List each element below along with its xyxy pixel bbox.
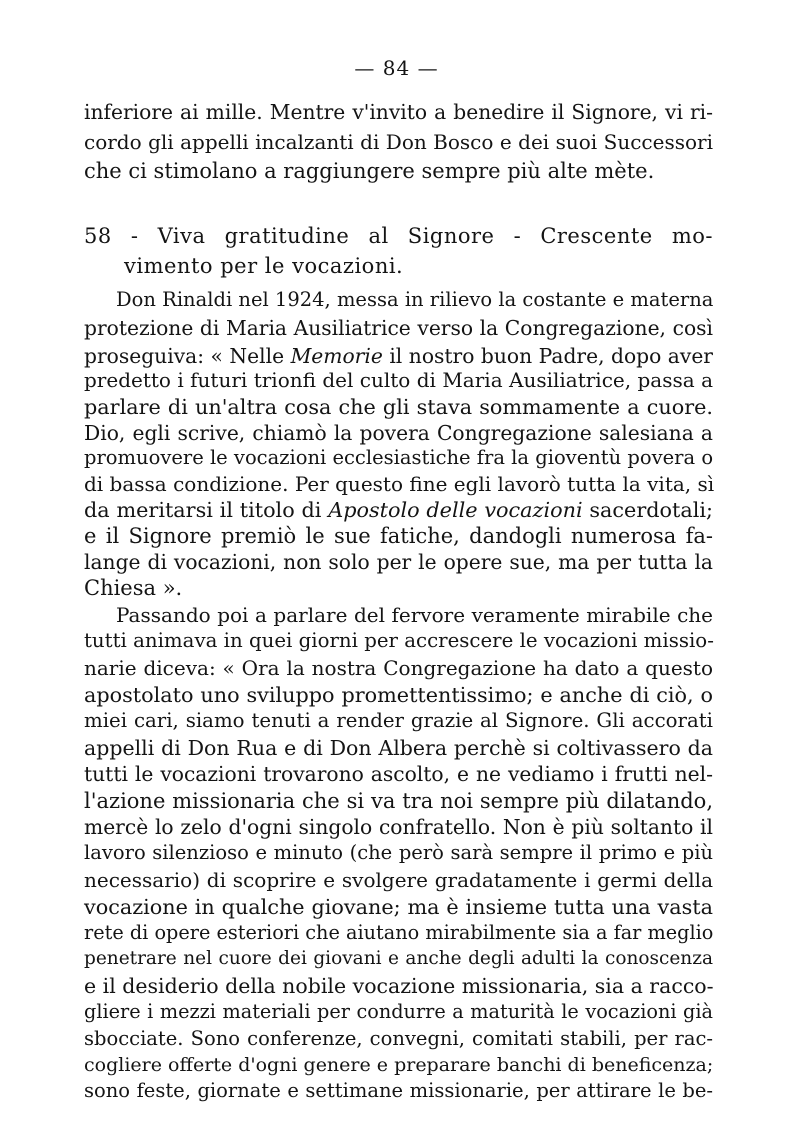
section-heading: 58 - Viva gratitudine al Signore - Crescente mo- [84,224,713,248]
text-line: lavoro silenzioso e minuto (che però sarà sempre il primo e più [84,841,713,864]
text-line: penetrare nel cuore dei giovani e anche degli adulti la conoscenza [84,948,713,969]
text-line: promuovere le vocazioni ecclesiastiche fra la gioventù povera o [84,446,714,469]
text-line: cordo gli appelli incalzanti di Don Bosco e dei suoi Successori [84,130,713,154]
text-line: che ci stimolano a raggiungere sempre più alte mète. [84,159,655,183]
text-line: rete di opere esteriori che aiutano mirabilmente sia a far meglio [84,921,714,944]
text-line: tutti le vocazioni trovarono ascolto, e ne vediamo i frutti nel- [84,762,713,786]
page-number: — 84 — [354,56,439,80]
text-line: e il Signore premiò le sue fatiche, dandogli numerosa fa- [84,524,713,548]
text-line: protezione di Maria Ausiliatrice verso la Congregazione, così [84,316,713,340]
text-line [84,343,713,369]
text-line: di bassa condizione. Per questo fine egli lavorò tutta la vita, sì [84,472,715,496]
italic-title: Memorie [290,344,383,368]
text-run: sacerdotali; [589,498,713,522]
text-line: l'azione missionaria che si va tra noi sempre più dilatando, [84,789,713,813]
text-line: Passando poi a parlare del fervore veramente mirabile che [116,603,713,627]
text-line: predetto i futuri trionfi del culto di Maria Ausiliatrice, passa a [84,368,713,392]
text-line: Chiesa ». [84,576,183,600]
text-line: Don Rinaldi nel 1924, messa in rilievo la costante e materna [116,288,714,311]
section-heading-continuation: vimento per le vocazioni. [124,254,404,278]
text-line: appelli di Don Rua e di Don Albera perchè si coltivassero da [84,736,713,760]
text-run: il nostro buon Padre, dopo aver [389,344,713,368]
text-line: necessario) di scoprire e svolgere gradatamente i germi della [84,868,713,892]
text-line: lange di vocazioni, non solo per le opere sue, ma per tutta la [84,550,713,574]
text-line: e il desiderio della nobile vocazione missionaria, sia a racco- [84,974,714,998]
text-line: vocazione in qualche giovane; ma è insieme tutta una vasta [84,895,713,919]
text-line: cogliere offerte d'ogni genere e preparare banchi di beneficenza; [84,1054,714,1076]
text-line: sbocciate. Sono conferenze, convegni, comitati stabili, per rac- [84,1027,713,1050]
text-line: narie diceva: « Ora la nostra Congregazione ha dato a questo [84,656,713,680]
text-line: Dio, egli scrive, chiamò la povera Congregazione salesiana a [84,421,713,445]
text-line: tutti animava in quei giorni per accrescere le vocazioni missio- [84,629,714,652]
text-line: mercè lo zelo d'ogni singolo confratello. Non è più soltanto il [84,815,713,839]
text-line: apostolato uno sviluppo promettentissimo; e anche di ciò, o [84,683,713,707]
text-line [84,497,713,523]
italic-title: Apostolo delle vocazioni [328,498,583,522]
text-line: gliere i mezzi materiali per condurre a maturità le vocazioni già [84,1000,713,1023]
text-line: sono feste, giornate e settimane missionarie, per attirare le be- [84,1079,713,1102]
text-run: da meritarsi il titolo di [84,498,322,522]
text-run: proseguiva: « Nelle [84,344,285,368]
text-line: inferiore ai mille. Mentre v'invito a benedire il Signore, vi ri- [84,100,713,124]
text-line: miei cari, siamo tenuti a render grazie al Signore. Gli accorati [84,709,713,732]
text-line: parlare di un'altra cosa che gli stava sommamente a cuore. [84,395,713,419]
